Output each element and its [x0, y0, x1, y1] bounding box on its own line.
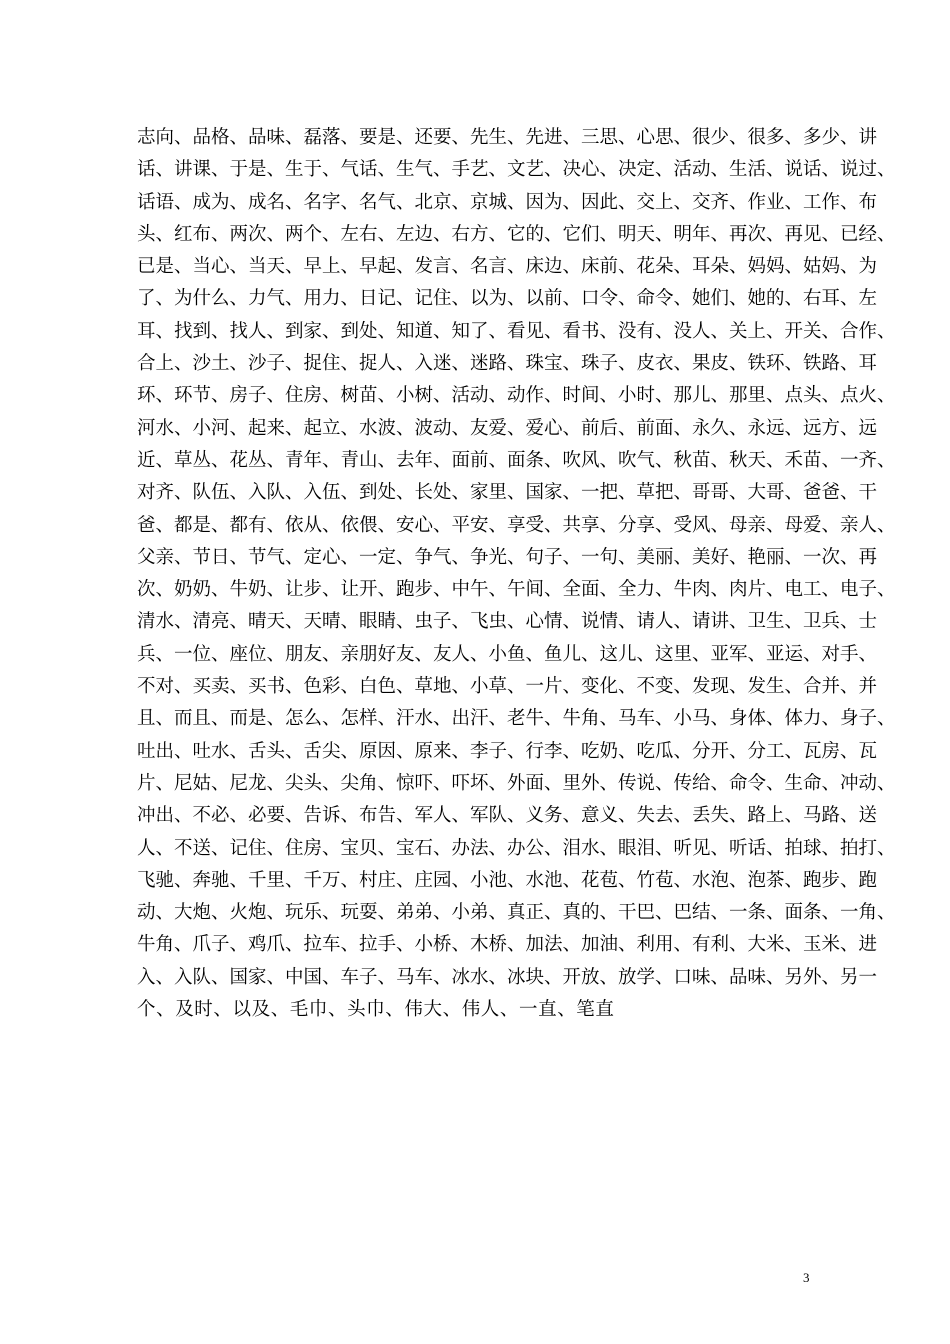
text-line: 河水、小河、起来、起立、水波、波动、友爱、爱心、前后、前面、永久、永远、远方、远 [137, 417, 878, 439]
text-line: 合上、沙土、沙子、捉住、捉人、入迷、迷路、珠宝、珠子、皮衣、果皮、铁环、铁路、耳 [137, 353, 878, 375]
text-line: 牛角、爪子、鸡爪、拉车、拉手、小桥、木桥、加法、加油、利用、有利、大米、玉米、进 [137, 934, 878, 956]
text-line: 片、尼姑、尼龙、尖头、尖角、惊吓、吓坏、外面、里外、传说、传给、命令、生命、冲动、 [137, 772, 896, 794]
text-line: 话、讲课、于是、生于、气话、生气、手艺、文艺、决心、决定、活动、生活、说话、说过、 [137, 159, 896, 181]
text-line: 了、为什么、力气、用力、日记、记住、以为、以前、口令、命令、她们、她的、右耳、左 [137, 288, 878, 310]
text-line: 耳、找到、找人、到家、到处、知道、知了、看见、看书、没有、没人、关上、开关、合作、 [137, 320, 896, 342]
text-line: 头、红布、两次、两个、左右、左边、右方、它的、它们、明天、明年、再次、再见、已经、 [137, 223, 896, 245]
text-line: 动、大炮、火炮、玩乐、玩耍、弟弟、小弟、真正、真的、干巴、巴结、一条、面条、一角、 [137, 902, 896, 924]
text-line: 话语、成为、成名、名字、名气、北京、京城、因为、因此、交上、交齐、作业、工作、布 [137, 191, 878, 213]
text-line: 飞驰、奔驰、千里、千万、村庄、庄园、小池、水池、花苞、竹苞、水泡、泡茶、跑步、跑 [137, 869, 878, 891]
vocabulary-word-list [137, 122, 896, 1026]
page-number: 3 [803, 1270, 810, 1285]
text-line: 不对、买卖、买书、色彩、白色、草地、小草、一片、变化、不变、发现、发生、合并、并 [137, 676, 878, 698]
text-line: 清水、清亮、晴天、天晴、眼睛、虫子、飞虫、心情、说情、请人、请讲、卫生、卫兵、士 [137, 611, 878, 633]
text-line: 且、而且、而是、怎么、怎样、汗水、出汗、老牛、牛角、马车、小马、身体、体力、身子、 [137, 708, 896, 730]
text-line: 吐出、吐水、舌头、舌尖、原因、原来、李子、行李、吃奶、吃瓜、分开、分工、瓦房、瓦 [137, 740, 878, 762]
text-line: 冲出、不必、必要、告诉、布告、军人、军队、义务、意义、失去、丢失、路上、马路、送 [137, 805, 878, 827]
text-line: 已是、当心、当天、早上、早起、发言、名言、床边、床前、花朵、耳朵、妈妈、姑妈、为 [137, 256, 878, 278]
text-line: 兵、一位、座位、朋友、亲朋好友、友人、小鱼、鱼儿、这儿、这里、亚军、亚运、对手、 [137, 643, 878, 665]
text-line: 次、奶奶、牛奶、让步、让开、跑步、中午、午间、全面、全力、牛肉、肉片、电工、电子、 [137, 579, 896, 601]
text-line: 对齐、队伍、入队、入伍、到处、长处、家里、国家、一把、草把、哥哥、大哥、爸爸、干 [137, 482, 878, 504]
text-line: 志向、品格、品味、磊落、要是、还要、先生、先进、三思、心思、很少、很多、多少、讲 [137, 127, 878, 148]
text-line: 父亲、节日、节气、定心、一定、争气、争光、句子、一句、美丽、美好、艳丽、一次、再 [137, 546, 878, 568]
text-line: 入、入队、国家、中国、车子、马车、冰水、冰块、开放、放学、口味、品味、另外、另一 [137, 966, 878, 988]
text-line: 近、草丛、花丛、青年、青山、去年、面前、面条、吹风、吹气、秋苗、秋天、禾苗、一齐、 [137, 449, 896, 471]
text-line: 爸、都是、都有、依从、依偎、安心、平安、享受、共享、分享、受风、母亲、母爱、亲人、 [137, 514, 896, 536]
text-line-last: 个、及时、以及、毛巾、头巾、伟大、伟人、一直、笔直 [137, 999, 615, 1021]
text-line: 环、环节、房子、住房、树苗、小树、活动、动作、时间、小时、那儿、那里、点头、点火、 [137, 385, 896, 407]
text-line: 人、不送、记住、住房、宝贝、宝石、办法、办公、泪水、眼泪、听见、听话、拍球、拍打、 [137, 837, 896, 859]
